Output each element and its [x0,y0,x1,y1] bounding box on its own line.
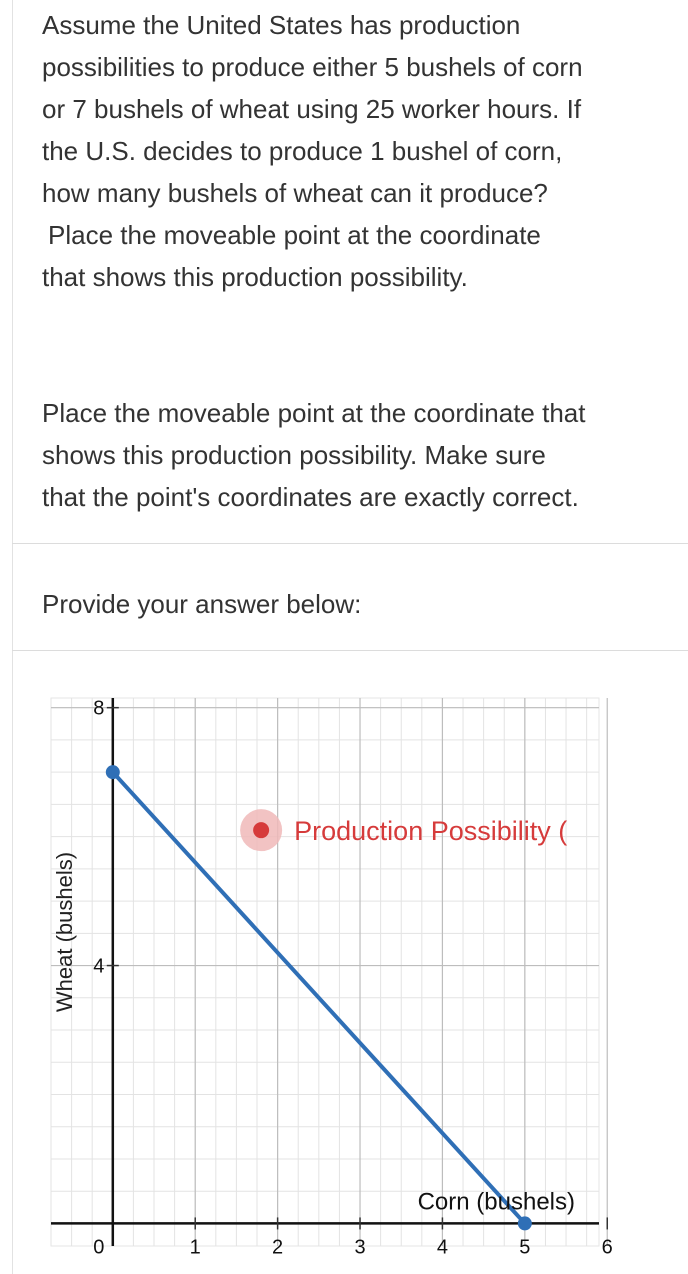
instruction-line: Place the moveable point at the coordinate that [42,398,586,428]
x-tick-label: 1 [189,1236,201,1259]
x-tick-label: 2 [272,1236,284,1259]
question-line: or 7 bushels of wheat using 25 worker hours. If [42,94,582,124]
question-line: that shows this production possibility. [42,262,468,292]
x-tick-label: 5 [519,1236,531,1259]
divider [12,650,688,651]
answer-prompt: Provide your answer below: [42,589,362,619]
question-line: Place the moveable point at the coordinate [48,220,541,250]
y-tick-label: 8 [93,697,105,720]
question-line: possibilities to produce either 5 bushels of corn [42,52,583,82]
question-line: the U.S. decides to produce 1 bushel of corn, [42,136,563,166]
divider [12,543,688,544]
x-tick-label: 3 [354,1236,366,1259]
ppf-endpoint[interactable] [518,1216,532,1230]
instruction-line: shows this production possibility. Make sure [42,440,546,470]
movable-point-label: Production Possibility ( [294,816,568,847]
x-tick-label: 4 [436,1236,448,1259]
question-line: how many bushels of wheat can it produce? [42,178,548,208]
question-line: Assume the United States has production [42,10,521,40]
left-border [12,0,13,1274]
x-axis-label: Corn (bushels) [417,1188,575,1216]
graph-container[interactable] [46,696,613,1259]
instruction-text [42,392,672,518]
y-tick-label: 4 [93,955,105,978]
question-text [42,4,672,298]
production-possibility-graph[interactable] [46,696,613,1259]
movable-point[interactable] [253,822,269,838]
x-tick-label: 0 [93,1236,105,1259]
ppf-endpoint[interactable] [106,765,120,779]
instruction-line: that the point's coordinates are exactly correct. [42,482,579,512]
x-tick-label: 6 [601,1236,613,1259]
y-axis-label: Wheat (bushels) [52,851,77,1013]
